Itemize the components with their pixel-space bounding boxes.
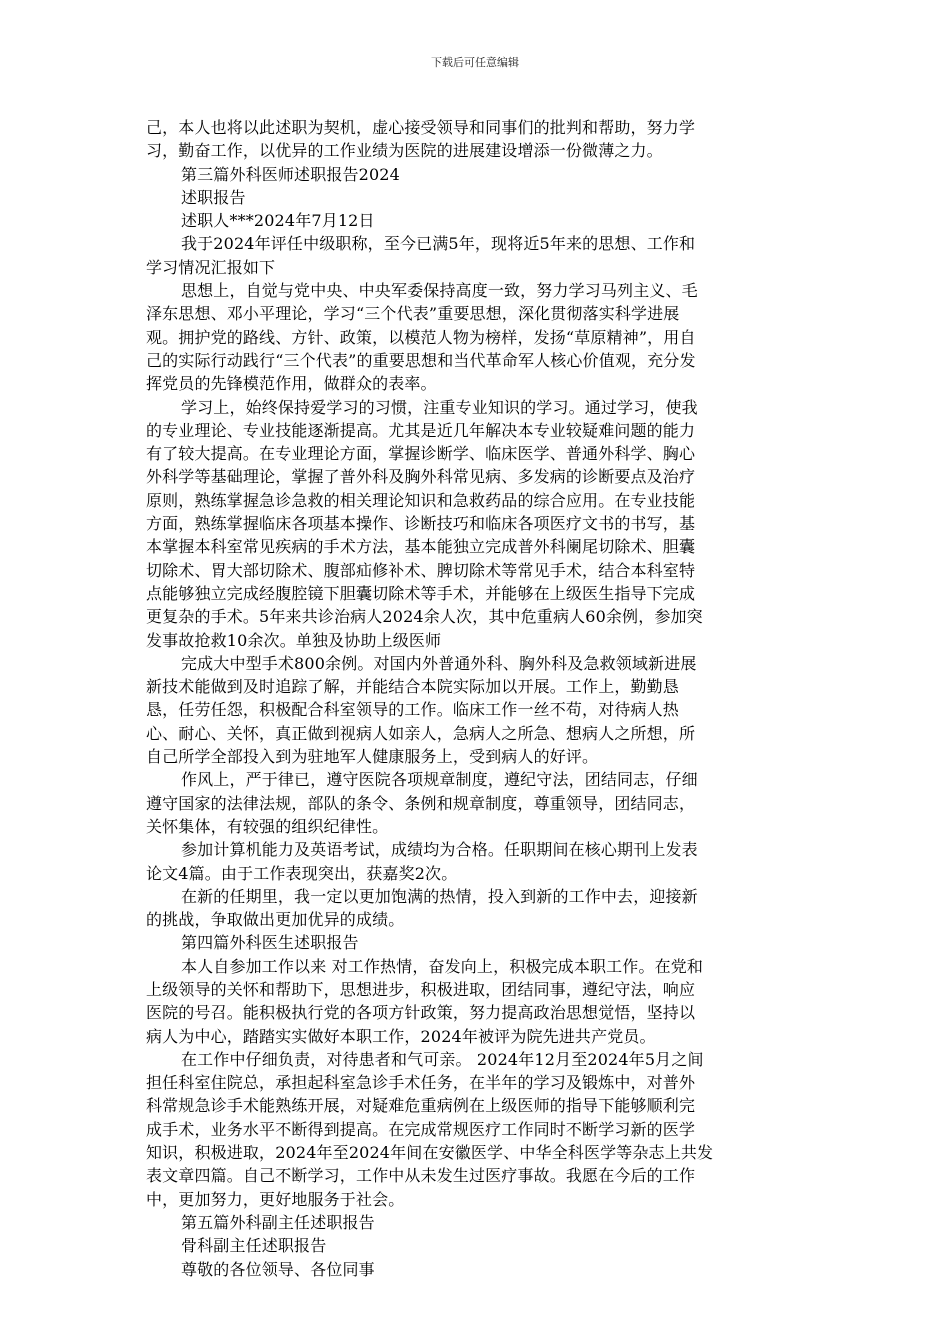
text-line: 中，更加努力，更好地服务于社会。 (146, 1189, 405, 1209)
section-subheading: 骨科副主任述职报告 (181, 1236, 327, 1256)
text-line: 担任科室住院总，承担起科室急诊手术任务，在半年的学习及锻炼中，对普外 (146, 1073, 696, 1093)
text-line: 参加计算机能力及英语考试，成绩均为合格。任职期间在核心期刊上发表 (181, 840, 698, 860)
salutation-line: 尊敬的各位领导、各位同事 (181, 1259, 375, 1279)
section-heading: 第五篇外科副主任述职报告 (181, 1212, 375, 1232)
text-line: 在新的任期里，我一定以更加饱满的热情，投入到新的工作中去，迎接新 (181, 886, 698, 906)
text-line: 表文章四篇。自己不断学习，工作中从未发生过医疗事故。我愿在今后的工作 (146, 1166, 696, 1186)
author-date-line: 述职人***2024年7月12日 (181, 211, 375, 231)
text-line: 的挑战，争取做出更加优异的成绩。 (146, 910, 405, 930)
text-line: 发事故抢救10余次。单独及协助上级医师 (146, 630, 442, 650)
text-line: 泽东思想、邓小平理论，学习“三个代表”重要思想，深化贯彻落实科学进展 (146, 304, 680, 324)
text-line: 在工作中仔细负责，对待患者和气可亲。 2024年12月至2024年5月之间 (181, 1049, 704, 1069)
text-line: 己，本人也将以此述职为契机，虚心接受领导和同事们的批判和帮助，努力学 (146, 118, 696, 137)
text-line: 方面，熟练掌握临床各项基本操作、诊断技巧和临床各项医疗文书的书写，基 (146, 514, 696, 534)
text-line: 我于2024年评任中级职称，至今已满5年，现将近5年来的思想、工作和 (181, 234, 696, 254)
section-subheading: 述职报告 (181, 187, 246, 207)
text-line: 论文4篇。由于工作表现突出，获嘉奖2次。 (146, 863, 458, 883)
page-header-note: 下载后可任意编辑 (431, 56, 519, 69)
text-line: 成手术，业务水平不断得到提高。在完成常规医疗工作同时不断学习新的医学 (146, 1119, 696, 1139)
text-line: 医院的号召。能积极执行党的各项方针政策，努力提高政治思想觉悟，坚持以 (146, 1003, 696, 1023)
text-line: 习，勤奋工作，以优异的工作业绩为医院的进展建设增添一份微薄之力。 (146, 141, 663, 161)
text-line: 挥党员的先锋模范作用，做群众的表率。 (146, 374, 437, 394)
text-line: 遵守国家的法律法规，部队的条令、条例和规章制度，尊重领导，团结同志， (146, 793, 696, 813)
text-line: 更复杂的手术。5年来共诊治病人2024余人次，其中危重病人60余例，参加突 (146, 607, 703, 627)
text-line: 有了较大提高。在专业理论方面，掌握诊断学、临床医学、普通外科学、胸心 (146, 444, 696, 464)
text-line: 原则，熟练掌握急诊急救的相关理论知识和急救药品的综合应用。在专业技能 (146, 490, 696, 510)
text-line: 关怀集体，有较强的组织纪律性。 (146, 816, 389, 836)
text-line: 病人为中心，踏踏实实做好本职工作，2024年被评为院先进共产党员。 (146, 1026, 656, 1046)
text-line: 新技术能做到及时追踪了解，并能结合本院实际加以开展。工作上，勤勤恳 (146, 677, 679, 697)
text-line: 学习情况汇报如下 (146, 257, 276, 277)
text-line: 学习上，始终保持爱学习的习惯，注重专业知识的学习。通过学习，使我 (181, 397, 698, 417)
text-line: 心、耐心、关怀，真正做到视病人如亲人，急病人之所急、想病人之所想，所 (146, 723, 696, 743)
document-body (146, 116, 806, 1281)
text-line: 知识，积极进取，2024年至2024年间在安徽医学、中华全科医学等杂志上共发 (146, 1143, 714, 1163)
text-line: 观。拥护党的路线、方针、政策，以模范人物为榜样，发扬“草原精神”，用自 (146, 327, 696, 347)
text-line: 作风上，严于律已，遵守医院各项规章制度，遵纪守法，团结同志，仔细 (181, 770, 698, 790)
text-line: 思想上，自觉与党中央、中央军委保持高度一致，努力学习马列主义、毛 (181, 281, 698, 301)
text-line: 自己所学全部投入到为驻地军人健康服务上，受到病人的好评。 (146, 747, 599, 767)
text-line: 己的实际行动践行“三个代表”的重要思想和当代革命军人核心价值观，充分发 (146, 350, 696, 370)
text-line: 点能够独立完成经腹腔镜下胆囊切除术等手术，并能够在上级医生指导下完成 (146, 583, 696, 603)
section-heading: 第三篇外科医师述职报告2024 (181, 164, 400, 184)
text-line: 完成大中型手术800余例。对国内外普通外科、胸外科及急救领域新进展 (181, 653, 697, 673)
text-line: 上级领导的关怀和帮助下，思想进步，积极进取，团结同事，遵纪守法，响应 (146, 979, 696, 999)
text-line: 恳，任劳任怨，积极配合科室领导的工作。临床工作一丝不苟，对待病人热 (146, 700, 679, 720)
text-line: 外科学等基础理论，掌握了普外科及胸外科常见病、多发病的诊断要点及治疗 (146, 467, 696, 487)
section-heading: 第四篇外科医生述职报告 (181, 933, 359, 953)
text-line: 科常规急诊手术能熟练开展，对疑难危重病例在上级医师的指导下能够顺利完 (146, 1096, 696, 1116)
text-line: 切除术、胃大部切除术、腹部疝修补术、脾切除术等常见手术，结合本科室特 (146, 560, 696, 580)
text-line: 的专业理论、专业技能逐渐提高。尤其是近几年解决本专业较疑难问题的能力 (146, 420, 696, 440)
text-line: 本人自参加工作以来 对工作热情，奋发向上，积极完成本职工作。在党和 (181, 956, 704, 976)
text-line: 本掌握本科室常见疾病的手术方法，基本能独立完成普外科阑尾切除术、胆囊 (146, 537, 696, 557)
